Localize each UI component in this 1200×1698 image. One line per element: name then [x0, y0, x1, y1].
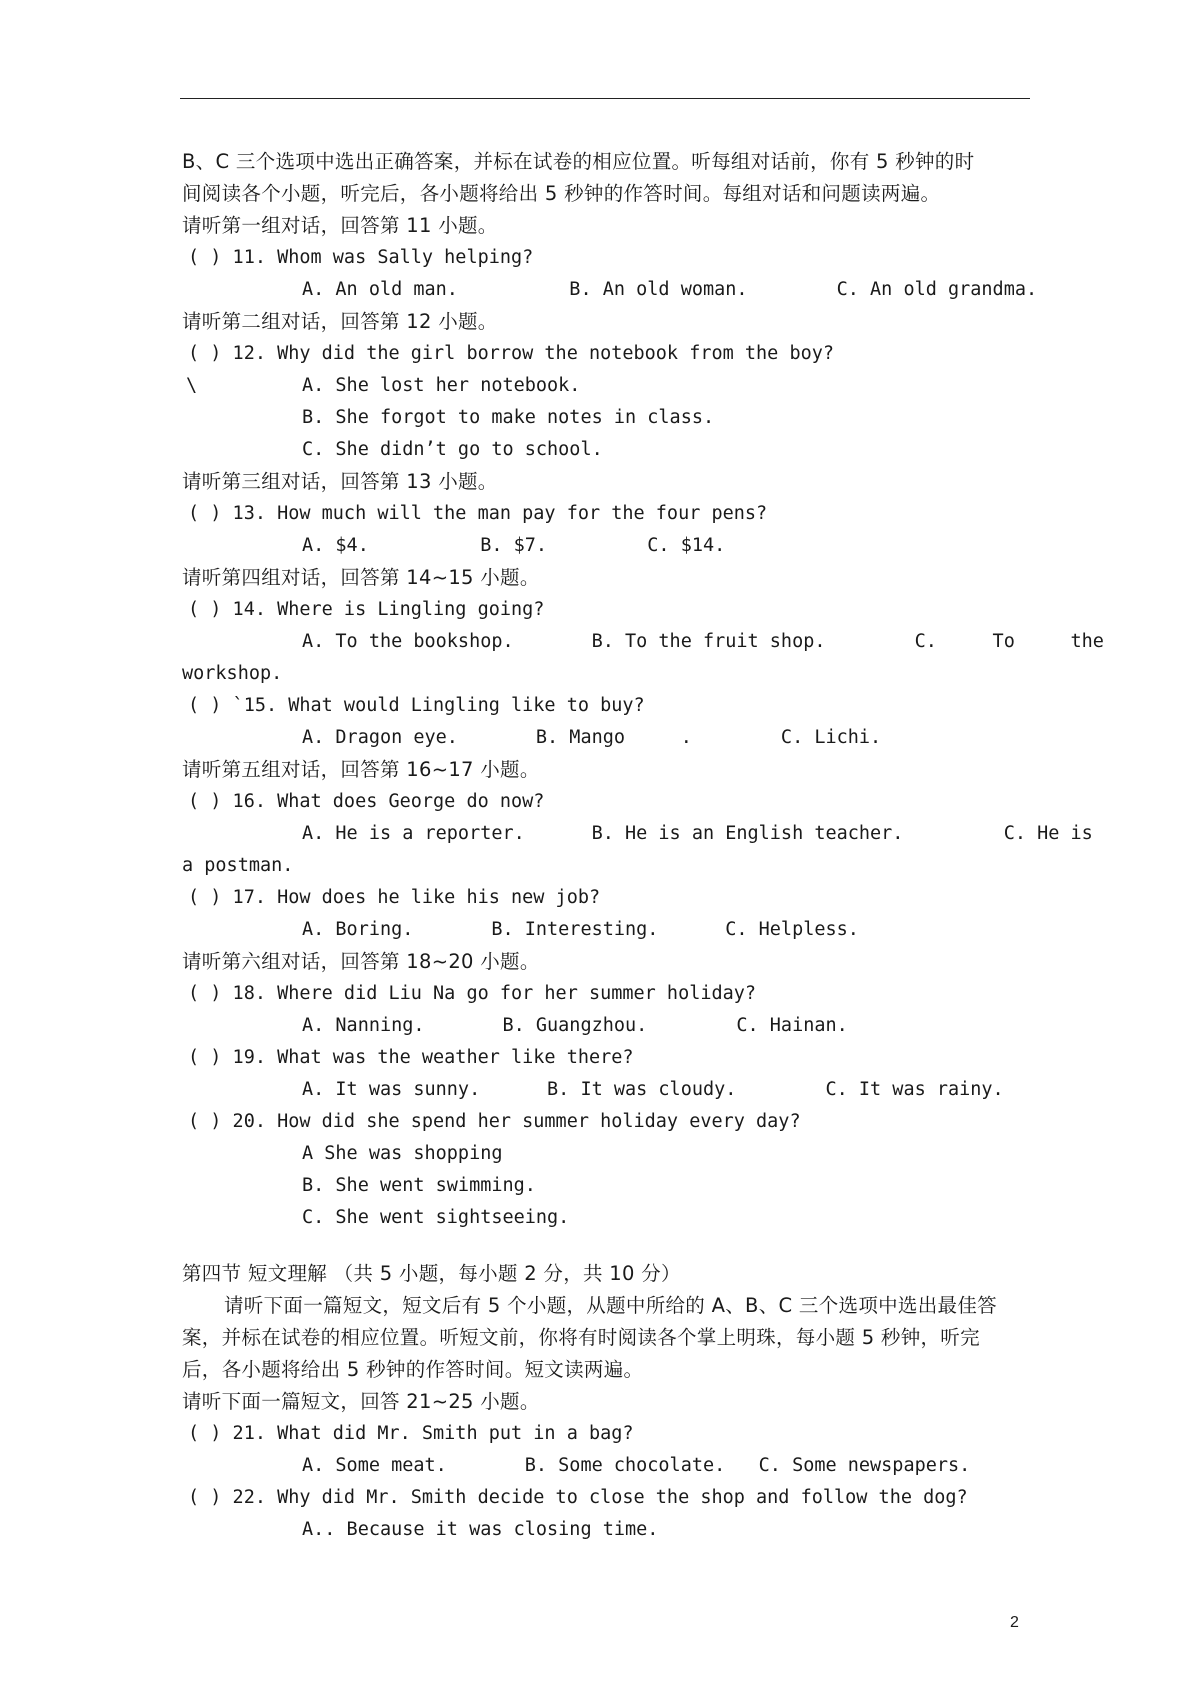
- header-rule: [180, 98, 1030, 99]
- section-4-title: 第四节 短文理解 （共 5 小题，每小题 2 分，共 10 分）: [182, 1262, 681, 1285]
- question-14: ( ) 14. Where is Lingling going?: [188, 599, 545, 620]
- question-11-options: A. An old man. B. An old woman. C. An old grandma.: [302, 279, 1038, 300]
- question-16: ( ) 16. What does George do now?: [188, 791, 545, 812]
- question-12-option-b: B. She forgot to make notes in class.: [302, 407, 715, 428]
- question-20-option-c: C. She went sightseeing.: [302, 1207, 570, 1228]
- question-13-options: A. $4. B. $7. C. $14.: [302, 535, 726, 556]
- group-3-heading: 请听第三组对话，回答第 13 小题。: [182, 470, 498, 493]
- question-14-options: A. To the bookshop. B. To the fruit shop. C. To the: [302, 631, 1104, 652]
- question-15-options: A. Dragon eye. B. Mango . C. Lichi.: [302, 727, 882, 748]
- section-4-paragraph-line-3: 后，各小题将给出 5 秒钟的作答时间。短文读两遍。: [182, 1358, 644, 1381]
- question-17: ( ) 17. How does he like his new job?: [188, 887, 601, 908]
- question-11: ( ) 11. Whom was Sally helping?: [188, 247, 534, 268]
- question-20-option-b: B. She went swimming.: [302, 1175, 536, 1196]
- intro-line-1: B、C 三个选项中选出正确答案，并标在试卷的相应位置。听每组对话前，你有 5 秒钟的时: [182, 150, 975, 173]
- group-6-heading: 请听第六组对话，回答第 18~20 小题。: [182, 950, 540, 973]
- group-2-heading: 请听第二组对话，回答第 12 小题。: [182, 310, 498, 333]
- question-22: ( ) 22. Why did Mr. Smith decide to close the shop and follow the dog?: [188, 1487, 968, 1508]
- question-13: ( ) 13. How much will the man pay for the four pens?: [188, 503, 768, 524]
- question-18-options: A. Nanning. B. Guangzhou. C. Hainan.: [302, 1015, 848, 1036]
- group-7-heading: 请听下面一篇短文，回答 21~25 小题。: [182, 1390, 540, 1413]
- question-12-option-c: C. She didn’t go to school.: [302, 439, 603, 460]
- question-21: ( ) 21. What did Mr. Smith put in a bag?: [188, 1423, 634, 1444]
- question-22-option-a: A.. Because it was closing time.: [302, 1519, 659, 1540]
- group-5-heading: 请听第五组对话，回答第 16~17 小题。: [182, 758, 540, 781]
- question-12: ( ) 12. Why did the girl borrow the notebook from the boy?: [188, 343, 835, 364]
- section-4-paragraph-line-1: 请听下面一篇短文，短文后有 5 个小题，从题中所给的 A、B、C 三个选项中选出最佳答: [224, 1294, 997, 1317]
- question-12-option-a: A. She lost her notebook.: [302, 375, 581, 396]
- question-16-options: A. He is a reporter. B. He is an English teacher. C. He is: [302, 823, 1093, 844]
- question-19: ( ) 19. What was the weather like there?: [188, 1047, 634, 1068]
- section-4-paragraph-line-2: 案，并标在试卷的相应位置。听短文前，你将有时阅读各个掌上明珠，每小题 5 秒钟，听完: [182, 1326, 980, 1349]
- question-21-options: A. Some meat. B. Some chocolate. C. Some newspapers.: [302, 1455, 971, 1476]
- question-14-options-continued: workshop.: [182, 663, 283, 684]
- question-12-mark: \: [186, 375, 198, 396]
- page-number: 2: [1010, 1614, 1019, 1631]
- question-20-option-a: A She was shopping: [302, 1143, 503, 1164]
- group-4-heading: 请听第四组对话，回答第 14~15 小题。: [182, 566, 540, 589]
- intro-line-2: 间阅读各个小题，听完后，各小题将给出 5 秒钟的作答时间。每组对话和问题读两遍。: [182, 182, 941, 205]
- question-16-options-continued: a postman.: [182, 855, 294, 876]
- group-1-heading: 请听第一组对话，回答第 11 小题。: [182, 214, 498, 237]
- question-17-options: A. Boring. B. Interesting. C. Helpless.: [302, 919, 859, 940]
- question-15: ( ) `15. What would Lingling like to buy?: [188, 695, 645, 716]
- question-19-options: A. It was sunny. B. It was cloudy. C. It was rainy.: [302, 1079, 1004, 1100]
- question-18: ( ) 18. Where did Liu Na go for her summer holiday?: [188, 983, 757, 1004]
- question-20: ( ) 20. How did she spend her summer holiday every day?: [188, 1111, 801, 1132]
